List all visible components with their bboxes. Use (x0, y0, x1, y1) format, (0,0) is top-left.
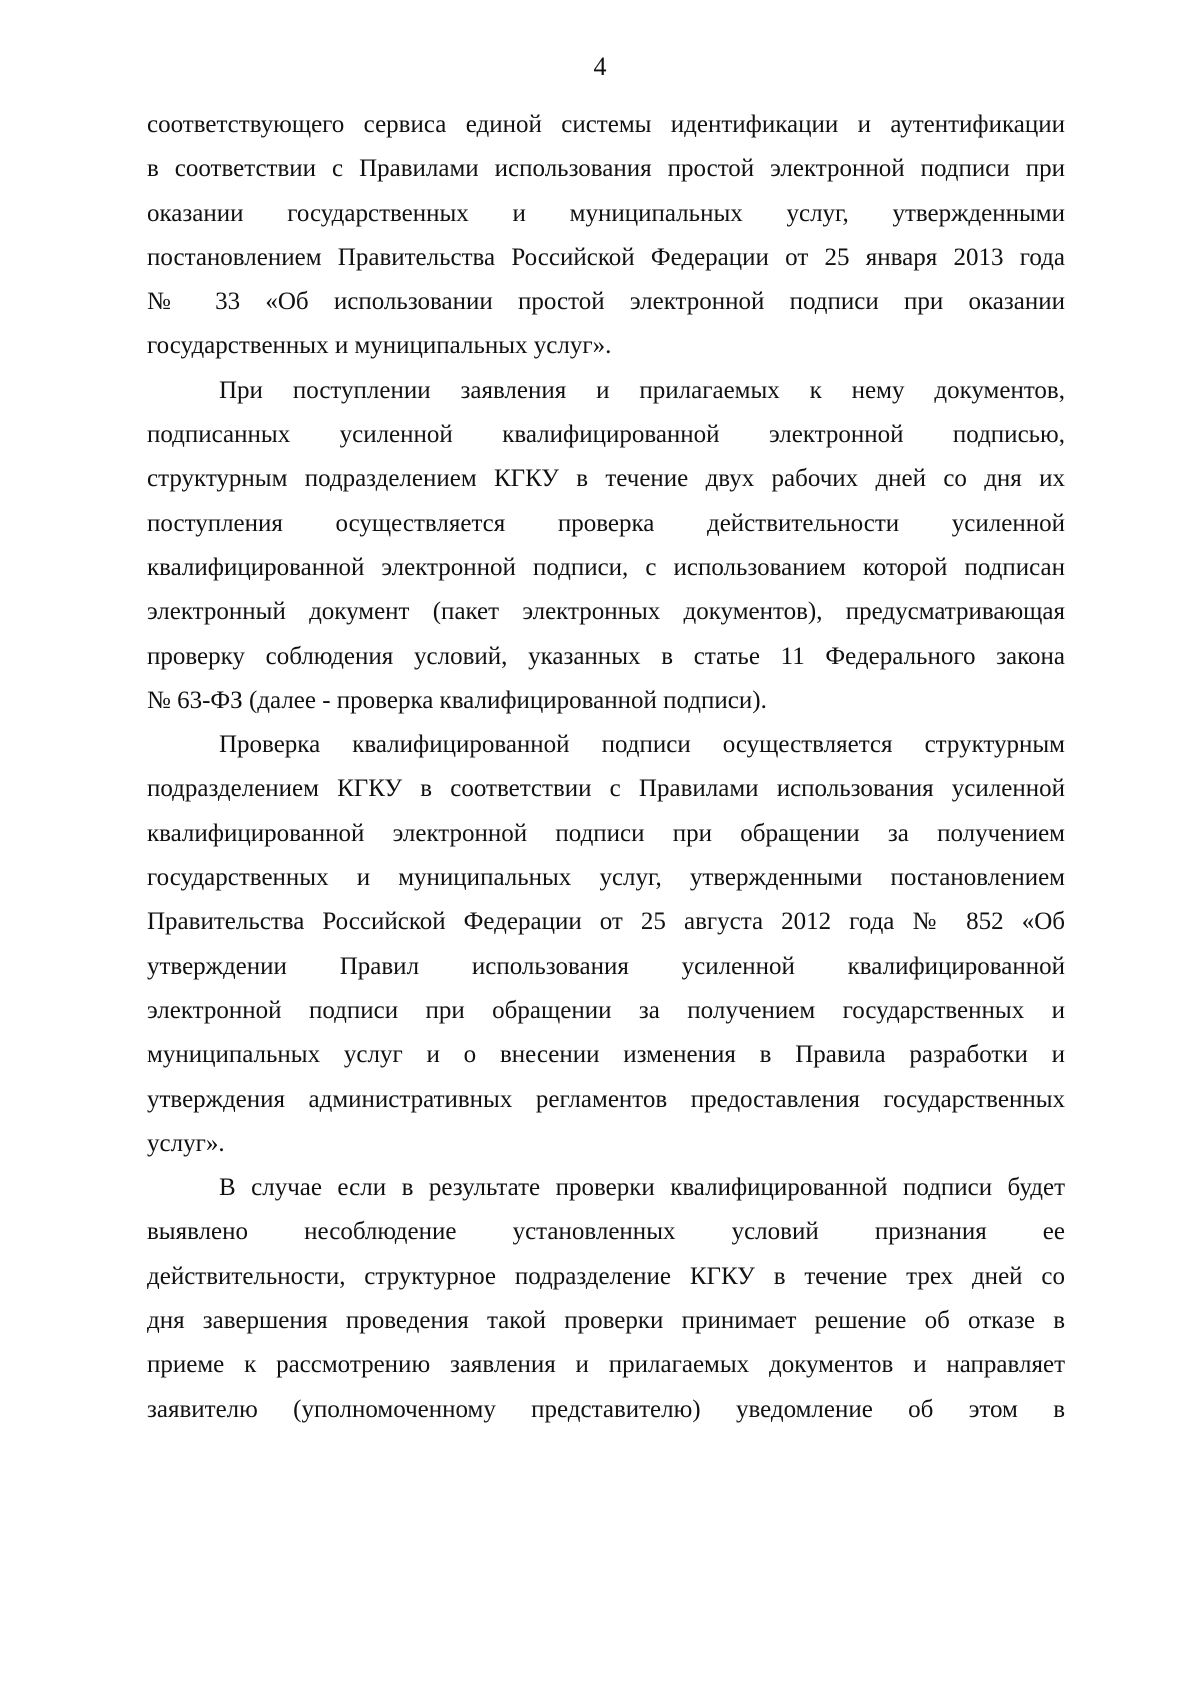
text-line: поступления осуществляется проверка действительности усиленной (147, 509, 1065, 537)
text-line: подписанных усиленной квалифицированной электронной подписью, (147, 421, 1065, 449)
text-line: дня завершения проведения такой проверки принимает решение об отказе в (147, 1307, 1065, 1335)
text-line: оказании государственных и муниципальных услуг, утвержденными (147, 199, 1065, 227)
paragraph-4 (147, 1166, 1065, 1432)
text-line: государственных и муниципальных услуг». (147, 332, 612, 360)
text-line: муниципальных услуг и о внесении изменения в Правила разработки и (147, 1041, 1065, 1069)
text-line: постановлением Правительства Российской Федерации от 25 января 2013 года (147, 243, 1065, 271)
paragraph-3 (147, 723, 1065, 1166)
text-line: В случае если в результате проверки квалифицированной подписи будет (219, 1174, 1065, 1202)
text-line: действительности, структурное подразделение КГКУ в течение трех дней со (147, 1262, 1065, 1290)
text-line: заявителю (уполномоченному представителю) уведомление об этом в (147, 1395, 1065, 1423)
text-line: подразделением КГКУ в соответствии с Правилами использования усиленной (147, 775, 1065, 803)
text-line: приеме к рассмотрению заявления и прилагаемых документов и направляет (147, 1351, 1065, 1379)
text-line: Правительства Российской Федерации от 25 августа 2012 года № 852 «Об (147, 908, 1065, 936)
text-line: электронной подписи при обращении за получением государственных и (147, 996, 1065, 1024)
text-line: соответствующего сервиса единой системы идентификации и аутентификации (147, 111, 1065, 138)
text-line: квалифицированной электронной подписи при обращении за получением (147, 819, 1065, 847)
text-line: государственных и муниципальных услуг, утвержденными постановлением (147, 864, 1065, 892)
text-line: Проверка квалифицированной подписи осуществляется структурным (219, 731, 1065, 759)
text-line: квалифицированной электронной подписи, с использованием которой подписан (147, 553, 1065, 581)
document-body (147, 103, 1065, 1432)
text-line: проверку соблюдения условий, указанных в статье 11 Федерального закона (147, 642, 1065, 670)
text-line: электронный документ (пакет электронных документов), предусматривающая (147, 598, 1065, 626)
paragraph-2 (147, 369, 1065, 723)
text-line: При поступлении заявления и прилагаемых к нему документов, (219, 376, 1065, 404)
text-line: № 33 «Об использовании простой электронной подписи при оказании (147, 288, 1065, 316)
text-line: структурным подразделением КГКУ в течение двух рабочих дней со дня их (147, 465, 1065, 493)
text-line: № 63-ФЗ (далее - проверка квалифицированной подписи). (147, 686, 767, 714)
text-line: услуг». (147, 1129, 225, 1157)
text-line: в соответствии с Правилами использования простой электронной подписи при (147, 155, 1065, 183)
text-line: утверждения административных регламентов предоставления государственных (147, 1085, 1065, 1113)
text-line: выявлено несоблюдение установленных условий признания ее (147, 1218, 1065, 1246)
text-line: утверждении Правил использования усиленной квалифицированной (147, 952, 1065, 980)
page-number: 4 (593, 52, 607, 81)
paragraph-1 (147, 103, 1065, 369)
